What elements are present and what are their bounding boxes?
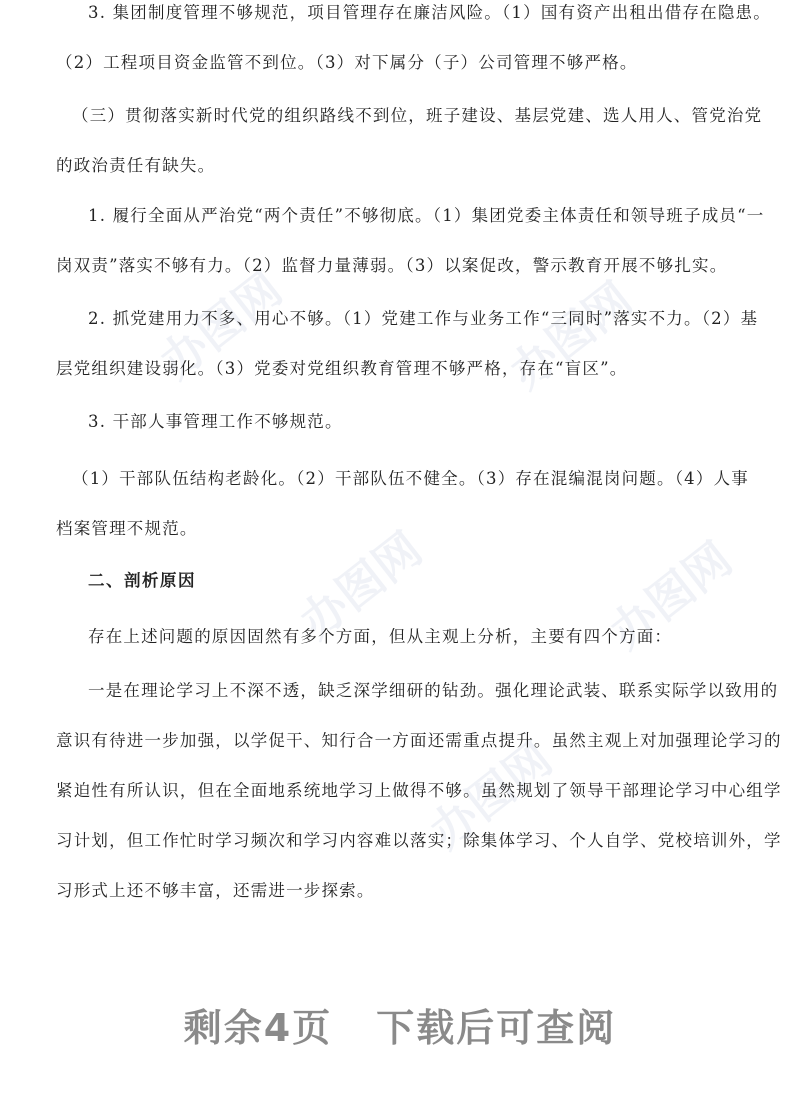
paragraph-personnel-management: [56, 397, 756, 447]
watermark: 办图网: [499, 271, 642, 400]
text-line: 习计划，但工作忙时学习频次和学习内容难以落实；除集体学习、个人自学、党校培训外，学: [56, 831, 782, 850]
text-line: （1）干部队伍结构老龄化。（2）干部队伍不健全。（3）存在混编混岗问题。（4）人事: [72, 469, 749, 488]
text-line: 2. 抓党建用力不多、用心不够。（1）党建工作与业务工作“三同时”落实不力。（2）基: [88, 309, 759, 328]
text-line: 习形式上还不够丰富，还需进一步探索。: [56, 881, 375, 900]
text-line: 紧迫性有所认识，但在全面地系统地学习上做得不够。虽然规划了领导干部理论学习中心组学: [56, 781, 782, 800]
text-line: （三）贯彻落实新时代党的组织路线不到位，班子建设、基层党建、选人用人、管党治党: [72, 106, 763, 125]
watermark: 办图网: [419, 731, 562, 860]
paragraph-theory-study: [56, 666, 782, 916]
text-line: 岗双责”落实不够有力。（2）监督力量薄弱。（3）以案促改，警示教育开展不够扎实。: [56, 256, 728, 275]
text-line: 一是在理论学习上不深不透，缺乏深学细研的钻劲。强化理论武装、联系实际学以致用的: [88, 681, 779, 700]
paragraph-two-responsibilities: [56, 191, 765, 291]
watermark: 办图网: [599, 531, 742, 660]
text-line: 的政治责任有缺失。: [56, 156, 216, 175]
text-line: 层党组织建设弱化。（3）党委对党组织教育管理不够严格，存在“盲区”。: [56, 359, 628, 378]
paragraph-cadre-issues: [56, 454, 756, 554]
download-banner[interactable]: [0, 1000, 800, 1056]
paragraph-management-risk: [56, 0, 771, 88]
text-line: 档案管理不规范。: [56, 519, 198, 538]
download-to-view-label: 下载后可查阅: [376, 1006, 617, 1050]
watermark: 办图网: [149, 261, 292, 390]
text-line: 3. 干部人事管理工作不够规范。: [88, 412, 343, 431]
text-line: 存在上述问题的原因固然有多个方面，但从主观上分析，主要有四个方面：: [88, 627, 673, 646]
watermark: 办图网: [289, 521, 432, 650]
text-line: 3. 集团制度管理不够规范，项目管理存在廉洁风险。（1）国有资产出租出借存在隐患。: [88, 3, 771, 22]
paragraph-cause-intro: [56, 612, 756, 662]
section-heading: 二、剖析原因: [88, 571, 196, 590]
paragraph-party-building: [56, 294, 759, 394]
paragraph-section-three: [56, 91, 763, 191]
remaining-pages-label: 剩余4页: [183, 1006, 333, 1050]
text-line: （2）工程项目资金监管不到位。（3）对下属分（子）公司管理不够严格。: [56, 53, 638, 72]
text-line: 1. 履行全面从严治党“两个责任”不够彻底。（1）集团党委主体责任和领导班子成员“一: [88, 206, 765, 225]
text-line: 意识有待进一步加强，以学促干、知行合一方面还需重点提升。虽然主观上对加强理论学习的: [56, 731, 782, 750]
